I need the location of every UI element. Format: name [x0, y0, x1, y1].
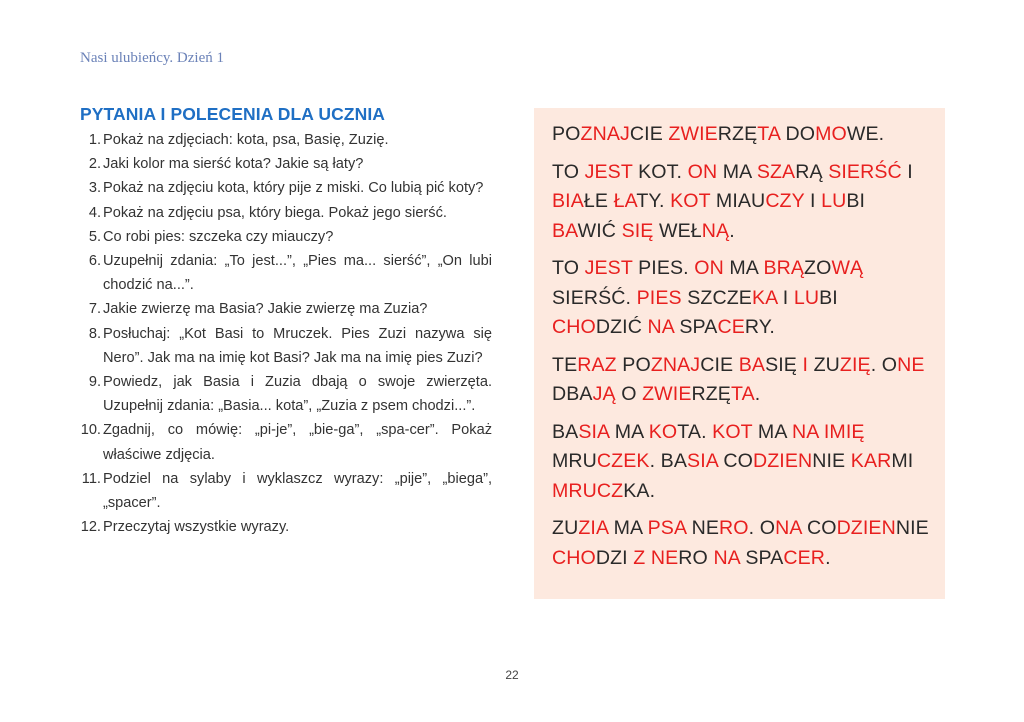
plain-text: KOT. — [632, 160, 688, 183]
task-number: 10. — [80, 422, 101, 439]
highlighted-syllable: ZWIE — [642, 383, 692, 405]
plain-text: TO — [552, 160, 585, 183]
highlighted-syllable: BIA — [552, 190, 584, 212]
plain-text: MA — [717, 160, 757, 183]
plain-text: BI — [819, 286, 838, 309]
task-text: Zgadnij, co mówię: „pi-je”, „bie-ga”, „spa-cer”. Pokaż właściwe zdjęcia. — [103, 422, 492, 463]
plain-text: BA — [552, 420, 579, 443]
highlighted-syllable: NA — [792, 420, 819, 443]
highlighted-syllable: ON — [687, 160, 718, 183]
task-number: 6. — [88, 253, 101, 270]
plain-text: MIAU — [710, 190, 766, 212]
plain-text: MA — [608, 517, 648, 539]
reading-paragraph — [552, 514, 929, 573]
highlighted-syllable: PIES — [636, 286, 682, 309]
highlighted-syllable: JEST — [584, 160, 633, 183]
highlighted-syllable: WĄ — [831, 257, 864, 279]
plain-text: PO — [616, 353, 651, 376]
task-text: Pokaż na zdjęciu kota, który pije z miski. Co lubią pić koty? — [103, 180, 484, 197]
highlighted-syllable: I — [802, 353, 809, 376]
plain-text: SPA — [739, 546, 784, 569]
plain-text: KA. — [623, 479, 656, 502]
plain-text: TY. — [636, 190, 671, 212]
plain-text: . O — [748, 517, 776, 539]
highlighted-syllable: SIERŚĆ — [828, 160, 902, 183]
plain-text: . — [825, 546, 831, 569]
plain-text: DO — [780, 123, 816, 145]
task-number: 7. — [88, 301, 101, 318]
highlighted-syllable: IMIĘ — [823, 420, 865, 443]
task-number: 4. — [88, 204, 101, 221]
highlighted-syllable: NE — [897, 353, 925, 376]
running-title: Nasi ulubieńcy. Dzień 1 — [80, 50, 224, 66]
plain-text: RO — [678, 546, 714, 569]
plain-text: RY. — [744, 316, 775, 338]
plain-text: BI — [846, 190, 866, 212]
task-item — [80, 370, 492, 418]
task-item — [80, 515, 492, 539]
highlighted-syllable: CZY — [765, 190, 805, 212]
plain-text: MA — [723, 257, 764, 279]
plain-text: RĄ — [795, 160, 829, 183]
task-text: Jakie zwierzę ma Basia? Jakie zwierzę ma Zuzia? — [103, 301, 428, 318]
plain-text: MA — [609, 420, 649, 443]
highlighted-syllable: KO — [648, 420, 678, 443]
plain-text: DZI — [595, 546, 634, 569]
highlighted-syllable: DZIEN — [836, 517, 896, 539]
section-title: PYTANIA I POLECENIA DLA UCZNIA — [80, 104, 386, 124]
task-text: Przeczytaj wszystkie wyrazy. — [103, 519, 290, 536]
highlighted-syllable: ZIĘ — [839, 353, 871, 376]
task-item — [80, 418, 492, 466]
highlighted-syllable: NE — [650, 546, 679, 569]
plain-text: MI — [891, 450, 914, 472]
task-text: Co robi pies: szczeka czy miauczy? — [103, 228, 334, 245]
task-number: 12. — [80, 519, 101, 536]
highlighted-syllable: ZNAJ — [650, 353, 701, 376]
plain-text: NE — [686, 517, 720, 539]
highlighted-syllable: PSA — [647, 517, 687, 539]
task-text: Uzupełnij zdania: „To jest...”, „Pies ma... sierść”, „On lubi chodzić na...”. — [103, 253, 492, 294]
reading-paragraph — [552, 418, 929, 507]
task-text: Jaki kolor ma sierść kota? Jakie są łaty? — [103, 156, 364, 173]
task-text: Podziel na sylaby i wyklaszcz wyrazy: „pije”, „biega”, „spacer”. — [103, 470, 492, 512]
plain-text: ŁE — [583, 190, 614, 212]
task-number: 9. — [88, 374, 101, 391]
plain-text: TE — [552, 353, 578, 376]
highlighted-syllable: JĄ — [592, 383, 616, 405]
reading-paragraph — [552, 254, 929, 343]
highlighted-syllable: SIĘ — [621, 219, 654, 242]
highlighted-syllable: MRUCZ — [552, 479, 624, 502]
highlighted-syllable: CE — [717, 316, 745, 338]
highlighted-syllable: SIA — [578, 420, 610, 443]
plain-text: WE. — [846, 123, 885, 145]
highlighted-syllable: CHO — [552, 316, 596, 338]
plain-text: RZĘ — [717, 123, 758, 145]
highlighted-syllable: ZIA — [578, 517, 609, 539]
reading-box — [534, 108, 945, 599]
reading-paragraph — [552, 351, 929, 410]
task-text: Posłuchaj: „Kot Basi to Mruczek. Pies Zuzi nazywa się Nero”. Jak ma na imię kot Basi? Jak ma na imię pies Zuzi? — [103, 325, 492, 366]
highlighted-syllable: DZIEN — [752, 450, 813, 472]
plain-text: PO — [552, 123, 581, 145]
tasks-section — [80, 104, 492, 539]
task-item — [80, 152, 492, 176]
highlighted-syllable: ON — [694, 257, 724, 279]
plain-text: DBA — [552, 383, 593, 405]
highlighted-syllable: TA — [730, 383, 755, 405]
highlighted-syllable: SIA — [687, 450, 718, 472]
highlighted-syllable: CZEK — [596, 450, 650, 472]
task-text: Pokaż na zdjęciu psa, który biega. Pokaż jego sierść. — [103, 204, 447, 221]
highlighted-syllable: KAR — [850, 450, 892, 472]
plain-text: . BA — [649, 450, 688, 472]
highlighted-syllable: JEST — [584, 257, 633, 279]
highlighted-syllable: BRĄ — [763, 257, 805, 279]
task-number: 3. — [88, 180, 101, 197]
plain-text: WIĆ — [577, 219, 622, 242]
page-number: 22 — [505, 668, 519, 682]
highlighted-syllable: Z — [633, 546, 646, 569]
plain-text: ZO — [804, 257, 832, 279]
plain-text: I — [804, 190, 822, 212]
plain-text: SPA — [673, 316, 718, 338]
highlighted-syllable: CHO — [552, 546, 596, 569]
plain-text: SZCZE — [681, 286, 752, 309]
highlighted-syllable: LU — [821, 190, 847, 212]
plain-text: PIES. — [632, 257, 695, 279]
plain-text: I — [901, 160, 913, 183]
task-number: 1. — [88, 132, 101, 148]
highlighted-syllable: RAZ — [577, 353, 617, 376]
task-item — [80, 128, 492, 152]
task-item — [80, 201, 492, 225]
task-item — [80, 176, 492, 200]
highlighted-syllable: ŁA — [613, 190, 637, 212]
task-text: Powiedz, jak Basia i Zuzia dbają o swoje zwierzęta. Uzupełnij zdania: „Basia... kota”, „Zuzia z psem chodzi...”. — [103, 374, 492, 415]
task-list — [80, 128, 492, 539]
task-number: 11. — [81, 470, 101, 487]
plain-text: . — [729, 219, 735, 242]
plain-text: CO — [717, 450, 753, 472]
plain-text: NIE — [812, 450, 851, 472]
plain-text: ZU — [552, 517, 579, 539]
plain-text: SIĘ — [765, 353, 803, 376]
plain-text: MA — [752, 420, 792, 443]
plain-text: . — [754, 383, 761, 405]
highlighted-syllable: KOT — [670, 190, 711, 212]
plain-text: DZIĆ — [595, 316, 648, 338]
highlighted-syllable: TA — [757, 123, 780, 145]
highlighted-syllable: BA — [552, 219, 578, 242]
task-number: 8. — [88, 325, 101, 342]
highlighted-syllable: ZNAJ — [580, 123, 630, 145]
highlighted-syllable: MO — [815, 123, 847, 145]
plain-text: TO — [552, 257, 585, 279]
plain-text: O — [615, 383, 643, 405]
task-number: 2. — [88, 156, 101, 173]
highlighted-syllable: NĄ — [701, 219, 730, 242]
highlighted-syllable: NA — [647, 316, 674, 338]
highlighted-syllable: SZA — [756, 160, 796, 183]
reading-paragraph — [552, 158, 929, 247]
highlighted-syllable: LU — [793, 286, 820, 309]
task-number: 5. — [88, 228, 101, 245]
highlighted-syllable: KOT — [712, 420, 753, 443]
task-item — [80, 249, 492, 297]
plain-text: SIERŚĆ. — [552, 286, 637, 309]
highlighted-syllable: KA — [751, 286, 778, 309]
plain-text: TA. — [677, 420, 713, 443]
task-item — [80, 297, 492, 321]
plain-text: NIE — [895, 517, 929, 539]
reading-paragraph — [552, 120, 929, 150]
plain-text: . O — [870, 353, 898, 376]
highlighted-syllable: ZWIE — [668, 123, 718, 145]
highlighted-syllable: NA — [713, 546, 740, 569]
plain-text: ZU — [808, 353, 840, 376]
task-item — [80, 225, 492, 249]
plain-text: MRU — [552, 450, 597, 472]
highlighted-syllable: RO — [719, 517, 749, 539]
plain-text: CO — [801, 517, 837, 539]
plain-text: CIE — [629, 123, 669, 145]
plain-text: RZĘ — [691, 383, 731, 405]
task-item — [80, 467, 492, 515]
highlighted-syllable: CER — [783, 546, 826, 569]
plain-text: CIE — [700, 353, 739, 376]
plain-text: I — [777, 286, 794, 309]
highlighted-syllable: NA — [775, 517, 802, 539]
task-text: Pokaż na zdjęciach: kota, psa, Basię, Zuzię. — [103, 132, 389, 148]
plain-text: WEŁ — [653, 219, 702, 242]
task-item — [80, 322, 492, 370]
highlighted-syllable: BA — [738, 353, 766, 376]
